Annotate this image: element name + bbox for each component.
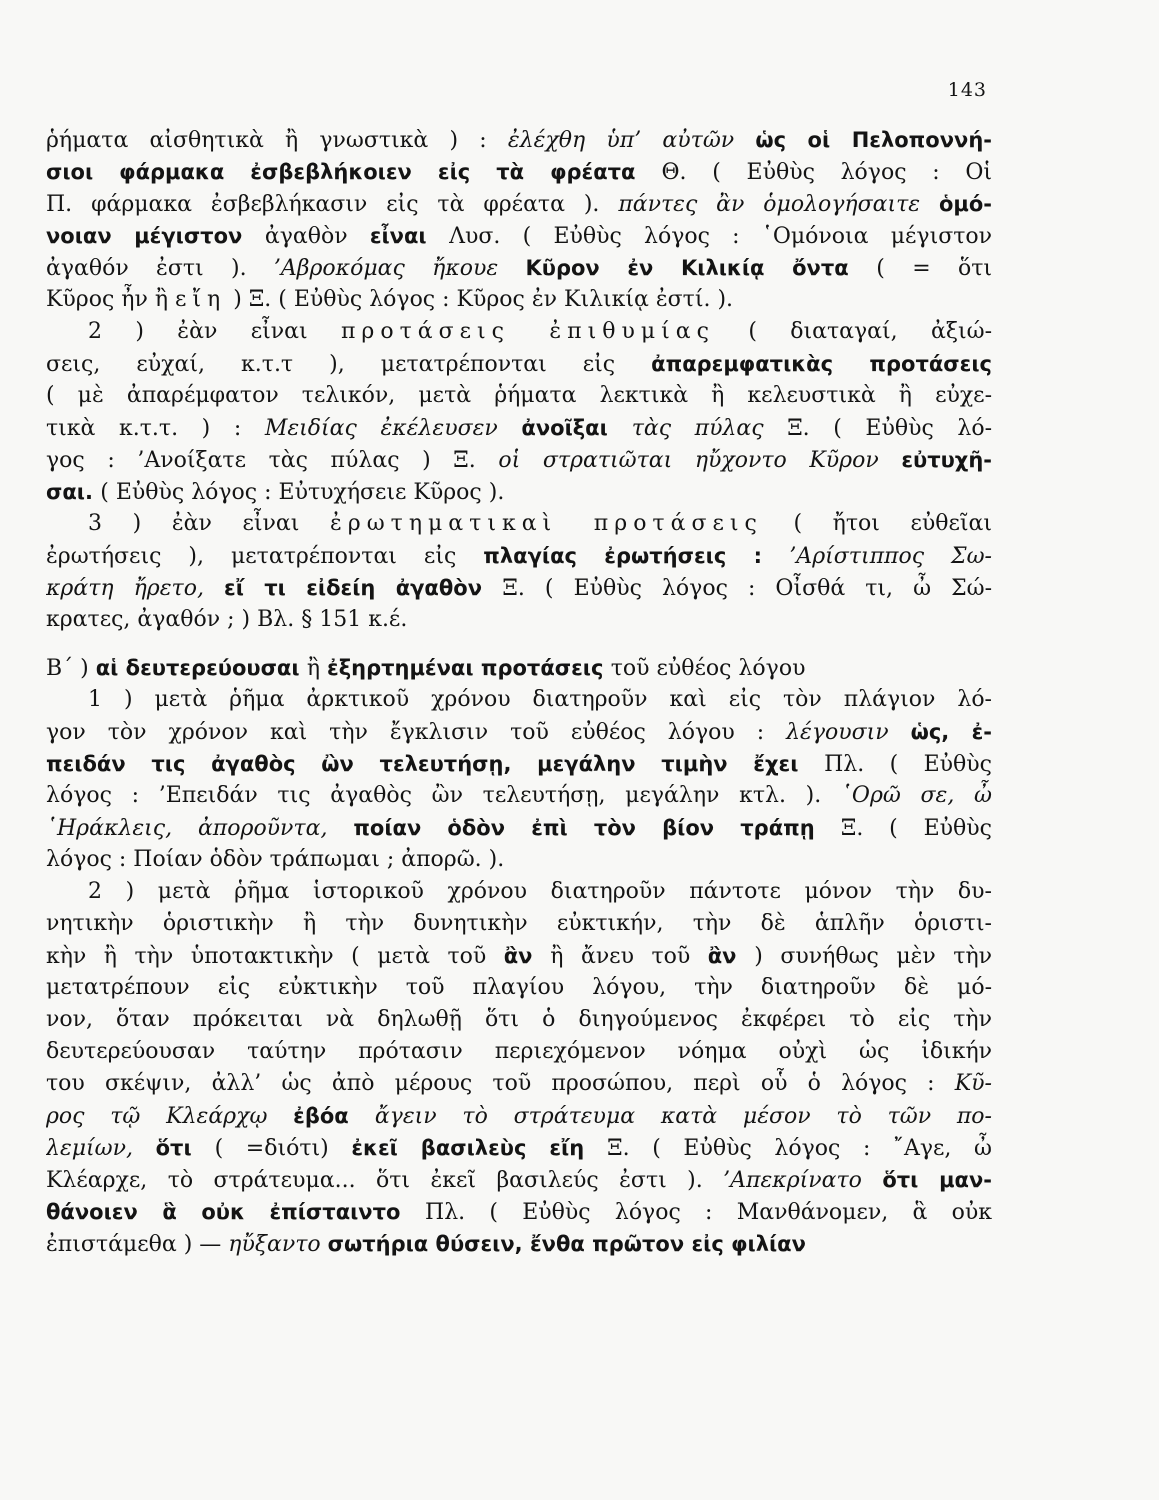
text-line [46,444,992,476]
bold-text: αἱ δευτερεύουσαι [95,656,307,680]
text-line [46,1196,992,1228]
bold-text: πλαγίας ἐρωτήσεις : [483,544,790,568]
bold-text: ὡς οἱ Πελοποννή- [755,128,992,152]
bold-text: εὐτυχῆ- [901,448,992,472]
spaced-text: εἴη [175,287,227,312]
text-span: Πλ. ( Εὐθὺς λόγος : Μανθάνομεν, ἃ οὐκ [425,1200,992,1225]
bold-text: νοιαν μέγιστον [46,224,265,248]
text-line [46,188,992,220]
italic-text: ἄγειν τὸ στράτευμα κατὰ μέσον τὸ τῶν πο- [374,1104,992,1129]
text-span: λόγος : ’Επειδάν τις ἀγαθὸς ὢν τελευτήσῃ, μεγάλην κτλ. ). [46,783,841,808]
bold-text: Κῦρον ἐν Κιλικίᾳ ὄντα [525,256,877,280]
bold-text: ὅτι μαν- [882,1168,992,1192]
text-span: ἐρωτήσεις ), μετατρέπονται εἰς [46,544,484,569]
text-line [46,348,992,380]
text-span: ( ἤτοι εὐθεῖαι [762,511,992,536]
italic-text: τὰς πύλας [631,416,788,441]
bold-text: ἂν [707,944,755,968]
text-line [46,316,992,348]
bold-text: εἶναι [369,224,450,248]
italic-text: ἐλέχθη ὑπ’ αὐτῶν [507,128,756,153]
text-span: ῥήματα αἰσθητικὰ ἢ γνωστικὰ ) : [46,128,508,153]
text-span: Ξ. ( Εὐθὺς λό- [787,416,992,441]
text-span: μετατρέπουν εἰς εὐκτικὴν τοῦ πλαγίου λόγου, τὴν διατηροῦν δὲ μό- [46,975,992,1000]
text-span: 1 ) μετὰ ῥῆμα ἀρκτικοῦ χρόνου διατηροῦν καὶ εἰς τὸν πλάγιον λό- [88,687,992,712]
italic-text: ῾Ηράκλεις, ἀποροῦντα, [46,816,354,841]
bold-text: ἂν [503,944,551,968]
text-line [46,844,992,876]
body-text [46,124,992,1260]
spaced-text: ἐρωτηματικαὶ προτάσεις [329,511,763,536]
text-span: ( =διότι) [214,1136,352,1161]
bold-text: ἀνοῖξαι [521,416,632,440]
text-line [46,156,992,188]
text-line [46,972,992,1004]
text-span: γον τὸν χρόνον καὶ τὴν ἔγκλισιν τοῦ εὐθέος λόγου : [46,720,787,745]
text-span: Θ. ( Εὐθὺς λόγος : Οἱ [661,160,992,185]
text-span: σεις, εὐχαί, κ.τ.τ ), μετατρέπονται εἰς [46,352,652,377]
text-span: ἢ ἄνευ τοῦ [550,944,708,969]
italic-text: ρος τῷ Κλεάρχῳ [46,1104,294,1129]
text-span: Ξ. ( Εὐθὺς [840,816,992,841]
text-line [46,252,992,284]
text-span: 3 ) ἐὰν εἶναι [88,511,330,536]
text-span: ( Εὐθὺς λόγος : Εὐτυχήσειε Κῦρος ). [100,480,505,505]
text-line [46,908,992,940]
text-span: τικὰ κ.τ.τ. ) : [46,416,265,441]
bold-text: πειδάν τις ἀγαθὸς ὢν τελευτήσῃ, μεγάλην τιμὴν ἔχει [46,752,825,776]
text-line [46,748,992,780]
bold-text: εἴ τι εἰδείη ἀγαθὸν [224,576,503,600]
page-number: 143 [947,79,987,101]
italic-text: πάντες ἂν ὁμολογήσαιτε [618,192,939,217]
spaced-text: προτάσεις ἐπιθυμίας [340,319,715,344]
italic-text: λέγουσιν [786,720,911,745]
text-line [46,780,992,812]
text-line [46,508,992,540]
text-line [46,1100,992,1132]
text-span: γος : ’Ανοίξατε τὰς πύλας ) Ξ. [46,448,499,473]
text-span: λόγος : Ποίαν ὁδὸν τράπωμαι ; ἀπορῶ. ). [46,847,505,872]
text-span: 2 ) μετὰ ῥῆμα ἱστορικοῦ χρόνου διατηροῦν πάντοτε μόνον τὴν δυ- [88,879,992,904]
text-line [46,684,992,716]
italic-text: κράτη ἤρετο, [46,576,225,601]
text-span: κὴν ἢ τὴν ὑποτακτικὴν ( μετὰ τοῦ [46,944,504,969]
text-line [46,380,992,412]
text-line [46,284,992,316]
text-span: ( μὲ ἀπαρέμφατον τελικόν, μετὰ ῥήματα λεκτικὰ ἢ κελευστικὰ ἢ εὐχε- [46,383,992,408]
text-line [46,812,992,844]
text-span: Κλέαρχε, τὸ στράτευμα... ὅτι ἐκεῖ βασιλεύς ἐστι ). [46,1168,724,1193]
bold-text: σωτήρια θύσειν, ἔνθα πρῶτον εἰς φιλίαν [327,1232,806,1256]
bold-text: ἐξηρτημέναι προτάσεις [327,656,611,680]
text-line [46,1068,992,1100]
text-line [46,412,992,444]
italic-text: ηὔξαντο [228,1232,328,1257]
bold-text: ὁμό- [938,192,992,216]
text-line [46,1004,992,1036]
text-line [46,476,992,508]
text-span: τοῦ εὐθέος λόγου [610,656,806,681]
bold-text: ὡς, ἐ- [910,720,992,744]
italic-text: Μειδίας ἐκέλευσεν [264,416,522,441]
italic-text: ’Αρίστιππος Σω- [789,544,992,569]
italic-text: ’Αβροκόμας ἤκουε [273,256,526,281]
text-span: νητικὴν ὁριστικὴν ἢ τὴν δυνητικὴν εὐκτικήν, τὴν δὲ ἁπλῆν ὁριστι- [46,911,992,936]
bold-text: ἐκεῖ βασιλεὺς εἴη [351,1136,608,1160]
text-line [46,220,992,252]
text-line [46,716,992,748]
text-line [46,876,992,908]
bold-text: ἐβόα [293,1104,375,1128]
text-span: Π. φάρμακα ἐσβεβλήκασιν εἰς τὰ φρέατα ). [46,192,619,217]
text-span: Ξ. ( Εὐθὺς λόγος : Οἶσθά τι, ὦ Σώ- [502,576,992,601]
text-line [46,1132,992,1164]
text-span: δευτερεύουσαν ταύτην πρότασιν περιεχόμενον νόημα οὐχὶ ὡς ἰδικήν [46,1039,992,1064]
text-span: του σκέψιν, ἀλλ’ ὡς ἀπὸ μέρους τοῦ προσώπου, περὶ οὗ ὁ λόγος : [46,1071,955,1096]
text-line [46,940,992,972]
text-line [46,572,992,604]
text-span: ἀγαθὸν [264,224,370,249]
text-line [46,652,992,684]
text-line [46,1164,992,1196]
bold-text: ὅτι [155,1136,215,1160]
text-span: Κῦρος ἦν ἢ [46,287,176,312]
text-line [46,540,992,572]
text-line [46,604,992,636]
italic-text: ’Απεκρίνατο [723,1168,883,1193]
text-span: ( διαταγαί, ἀξιώ- [714,319,992,344]
text-span: Πλ. ( Εὐθὺς [824,752,992,777]
italic-text: ῾Ορῶ σε, ὦ [840,783,992,808]
bold-text: σαι. [46,480,101,504]
bold-text: ἀπαρεμφατικὰς προτάσεις [651,352,992,376]
bold-text: ποίαν ὁδὸν ἐπὶ τὸν βίον τράπῃ [353,816,841,840]
text-span: Ξ. ( Εὐθὺς λόγος : ῎Αγε, ὦ [607,1136,992,1161]
text-span: ) συνήθως μὲν τὴν [754,944,992,969]
text-span: Λυσ. ( Εὐθὺς λόγος : ῾Ομόνοια μέγιστον [449,224,992,249]
text-span: ἐπιστάμεθα ) — [46,1232,229,1257]
bold-text: θάνοιεν ἃ οὐκ ἐπίσταιντο [46,1200,426,1224]
italic-text: οἱ στρατιῶται ηὔχοντο Κῦρον [498,448,902,473]
text-line [46,124,992,156]
bold-text: σιοι φάρμακα ἐσβεβλήκοιεν εἰς τὰ φρέατα [46,160,662,184]
text-span: ἀγαθόν ἐστι ). [46,256,274,281]
text-line [46,1228,992,1260]
text-span: ) Ξ. ( Εὐθὺς λόγος : Κῦρος ἐν Κιλικίᾳ ἐστί. ). [226,287,734,312]
italic-text: λεμίων, [46,1136,156,1161]
text-span: κρατες, ἀγαθόν ; ) Βλ. § 151 κ.έ. [46,607,408,632]
text-span: 2 ) ἐὰν εἶναι [88,319,341,344]
text-span: Β΄ ) [46,656,96,681]
text-span: ( = ὅτι [876,256,992,281]
text-span: νον, ὅταν πρόκειται νὰ δηλωθῇ ὅτι ὁ διηγούμενος ἐκφέρει τὸ εἰς τὴν [46,1007,992,1032]
text-line [46,1036,992,1068]
italic-text: Κῦ- [954,1071,992,1096]
text-span: ἢ [306,656,328,681]
